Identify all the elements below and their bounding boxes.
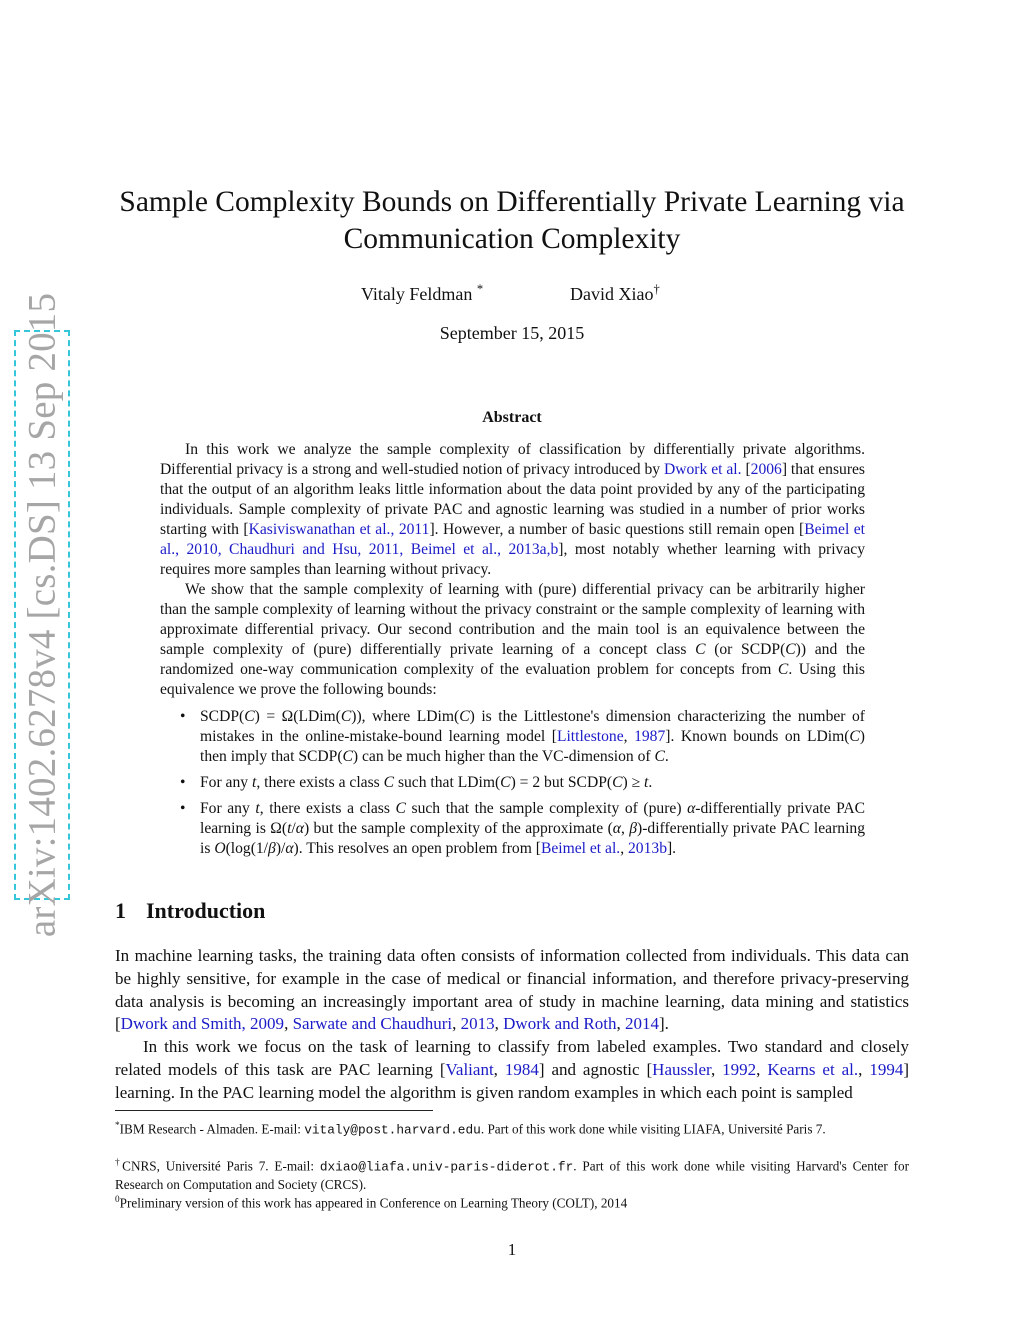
bullet-item: • For any t, there exists a class C such that LDim(C) = 2 but SCDP(C) ≥ t. (180, 774, 653, 791)
paper-title: Sample Complexity Bounds on Differentially Private Learning via Communication Complexity (119, 186, 905, 255)
paper-date: September 15, 2015 (439, 323, 585, 343)
author-mark: † (653, 282, 660, 296)
citation-link[interactable]: Haussler (652, 1059, 711, 1079)
page-number: 1 (507, 1240, 517, 1259)
bullet-dot-icon: • (180, 800, 186, 817)
abstract-paragraph-1: In this work we analyze the sample complexity of classification by differentially private algorithms. Differential privacy is a strong and well-studied notion of privacy introduced by Dwork et al. [2006] that ensures that the output of an algorithm leaks little information about the data point provided by any of the participating individuals. Sample complexity of private PAC and agnostic learning was studied in a number of prior works starting with [Kasiviswanathan et al., 2011]. However, a number of basic questions still remain open [Beimel et al., 2010, Chaudhuri and Hsu, 2011, Beimel et al., 2013a,b], most notably whether learning with privacy requires more samples than learning without privacy. (160, 441, 866, 578)
section-number: 1 (115, 898, 126, 923)
author-xiao: David Xiao† (570, 282, 660, 304)
citation-link[interactable]: 1992 (722, 1059, 757, 1079)
citation-link[interactable]: Beimel et al., 2010, Chaudhuri and Hsu, 2011, Beimel et al., 2013a,b (160, 521, 865, 558)
citation-link[interactable]: 1987 (634, 728, 666, 745)
section-heading (115, 898, 265, 924)
citation-link[interactable]: 2006 (750, 461, 782, 478)
intro-paragraph-2: In this work we focus on the task of learning to classify from labeled examples. Two standard and closely related models of this task are PAC learning [Valiant, 1984] and agnostic [Haussler, 1992, Kearns et al., 1994] learning. In the PAC learning model the algorithm is given random examples in which each point is sampled (115, 1037, 910, 1102)
citation-link[interactable]: Valiant (445, 1059, 494, 1079)
citation-link[interactable]: 2013 (460, 1014, 495, 1034)
citation-link[interactable]: Kasiviswanathan et al., 2011 (248, 521, 430, 538)
citation-link[interactable]: 2013b (628, 840, 667, 857)
bullet-dot-icon: • (180, 708, 186, 725)
footnote-divider (115, 1110, 433, 1111)
citation-link[interactable]: Dwork et al. (663, 461, 742, 478)
bullet-item: • SCDP(C) = Ω(LDim(C)), where LDim(C) is the Littlestone's dimension characterizing the number of mistakes in the online-mistake-bound learning model [Littlestone, 1987]. Known bounds on LDim(C) then imply that SCDP(C) can be much higher than the VC-dimension of C. (180, 708, 865, 765)
email-address[interactable]: dxiao@liafa.univ-paris-diderot.fr (319, 1159, 574, 1175)
citation-link[interactable]: Kearns et al. (767, 1059, 859, 1079)
citation-link[interactable]: Sarwate and Chaudhuri (292, 1014, 453, 1034)
footnote-1: *IBM Research - Almaden. E-mail: vitaly@post.harvard.edu. Part of this work done while visiting LIAFA, Université Paris 7. (115, 1120, 826, 1138)
citation-link[interactable]: Dwork and Roth (503, 1014, 617, 1034)
abstract-paragraph-2: We show that the sample complexity of learning with (pure) differential privacy can be arbitrarily higher than the sample complexity of learning without the privacy constraint or the sample complexity of learning with approximate differential privacy. Our second contribution and the main tool is an equivalence between the sample complexity of (pure) differentially private learning of a concept class C (or SCDP(C)) and the randomized one-way communication complexity of the evaluation problem for concepts from C. Using this equivalence we prove the following bounds: (160, 581, 866, 698)
footnote-3: $^0$Preliminary version of this work has appeared in Conference on Learning Theory (COLT), 2014 (115, 1194, 628, 1211)
footnote-2: †CNRS, Université Paris 7. E-mail: dxiao@liafa.univ-paris-diderot.fr. Part of this work done while visiting Harvard's Center for Research on Computation and Society (CRCS). (115, 1157, 910, 1193)
citation-link[interactable]: Beimel et al. (540, 840, 621, 857)
arxiv-id: arXiv:1402.6278v4 [cs.DS] 13 Sep 2015 (20, 292, 64, 938)
citation-link[interactable]: Littlestone (556, 728, 624, 745)
author-mark: * (476, 282, 484, 296)
email-address[interactable]: vitaly@post.harvard.edu (304, 1122, 481, 1138)
section-title: Introduction (146, 898, 266, 923)
citation-link[interactable]: Dwork and Smith, 2009 (120, 1014, 285, 1034)
intro-paragraph-1: In machine learning tasks, the training data often consists of information collected from individuals. This data can be highly sensitive, for example in the case of medical or financial information, and therefore privacy-preserving data analysis is becoming an increasingly important area of study in machine learning, data mining and statistics [Dwork and Smith, 2009, Sarwate and Chaudhuri, 2013, Dwork and Roth, 2014]. (115, 946, 909, 1034)
citation-link[interactable]: 2014 (624, 1014, 659, 1034)
bullet-item: • For any t, there exists a class C such that the sample complexity of (pure) α-differentially private PAC learning is Ω(t/α) but the sample complexity of the approximate (α, β)-differentially private PAC learning is O(log(1/β)/α). This resolves an open problem from [Beimel et al., 2013b]. (180, 800, 865, 857)
abstract-heading: Abstract (482, 409, 542, 426)
author-feldman: Vitaly Feldman * (361, 282, 484, 304)
bullet-dot-icon: • (180, 774, 186, 791)
citation-link[interactable]: 1984 (504, 1059, 539, 1079)
citation-link[interactable]: 1994 (869, 1059, 904, 1079)
